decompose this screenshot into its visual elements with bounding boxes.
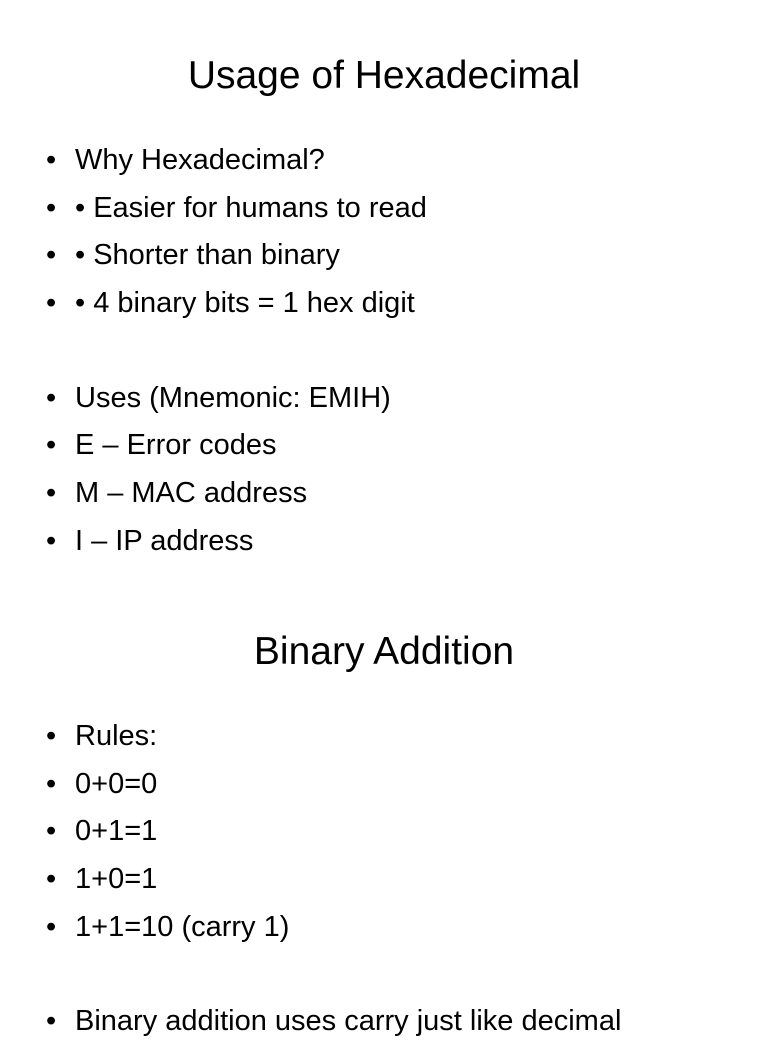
bullet-icon: •: [46, 767, 57, 800]
list-item-text: Uses (Mnemonic: EMIH): [75, 381, 391, 414]
list-item-text: 0+1=1: [75, 815, 158, 848]
list-item: [0, 479, 427, 527]
bullet-icon: •: [46, 381, 57, 414]
list-item: [0, 241, 427, 289]
list-item: [0, 865, 621, 913]
bullet-list-hexadecimal: [0, 146, 427, 575]
list-item: [0, 431, 427, 479]
bullet-icon: •: [46, 477, 57, 510]
bullet-list-binary-addition: [0, 722, 621, 1055]
list-item: [0, 524, 427, 575]
list-item: [0, 817, 621, 865]
list-item-text: • 4 binary bits = 1 hex digit: [75, 287, 415, 320]
list-item-text: Why Hexadecimal?: [75, 144, 325, 176]
bullet-icon: •: [46, 429, 57, 462]
list-item-text: • Easier for humans to read: [75, 191, 427, 224]
bullet-icon: •: [46, 720, 57, 752]
bullet-icon: •: [46, 815, 57, 848]
bullet-icon: •: [46, 239, 57, 272]
list-item: [0, 1007, 621, 1055]
list-item-text: I – IP address: [75, 524, 254, 557]
bullet-icon: •: [46, 287, 57, 320]
bullet-icon: •: [46, 524, 57, 557]
list-item: [0, 722, 621, 770]
list-item-text: 1+1=10 (carry 1): [75, 910, 290, 943]
slide-title-binary-addition: Binary Addition: [253, 630, 515, 673]
list-item: [0, 289, 427, 337]
list-item: [0, 381, 427, 432]
list-item-text: E – Error codes: [75, 429, 277, 462]
bullet-icon: •: [46, 191, 57, 224]
list-item-text: 1+0=1: [75, 863, 158, 896]
list-item-text: Binary addition uses carry just like decimal: [75, 1005, 622, 1038]
list-item: [0, 767, 621, 818]
bullet-icon: •: [46, 863, 57, 896]
list-item-text: • Shorter than binary: [75, 239, 340, 272]
slide-title-hexadecimal: Usage of Hexadecimal: [187, 54, 581, 97]
bullet-icon: •: [46, 1005, 57, 1038]
bullet-icon: •: [46, 144, 57, 176]
bullet-icon: •: [46, 910, 57, 943]
list-item-text: M – MAC address: [75, 477, 308, 510]
list-spacer: [0, 960, 621, 1007]
list-item: [0, 191, 427, 242]
list-item-text: Rules:: [75, 720, 158, 752]
list-item-text: 0+0=0: [75, 767, 158, 800]
list-item: [0, 146, 427, 194]
list-item: [0, 910, 621, 961]
list-spacer: [0, 337, 427, 384]
